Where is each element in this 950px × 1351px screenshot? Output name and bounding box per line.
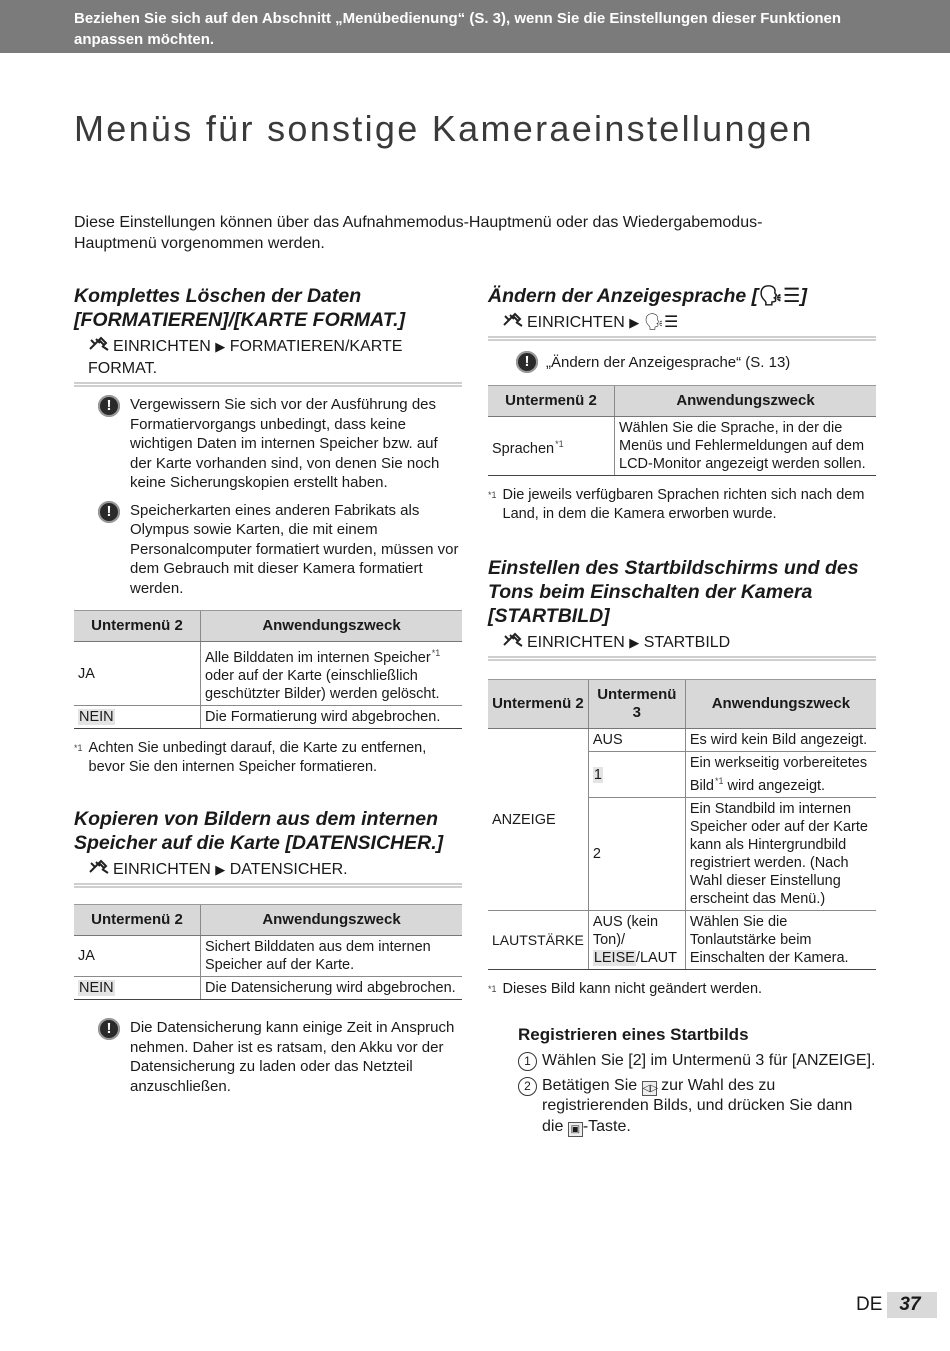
note-item [98, 395, 462, 493]
step-number: 1 [518, 1052, 537, 1071]
table-cell-key: Sprachen$^{*1}$ [488, 417, 615, 476]
table-cell-sub3: AUS (kein Ton)/ LEISE/LAUT [588, 911, 685, 970]
table-row [488, 729, 876, 752]
table-cell-key: ANZEIGE [488, 729, 588, 911]
page-number [856, 1292, 937, 1318]
table-row [488, 911, 876, 970]
table-row [74, 977, 462, 1000]
left-right-buttons-icon: ◁▷ [642, 1082, 659, 1094]
arrow-right-icon: ▶ [215, 862, 226, 877]
note-text: Vergewissern Sie sich vor der Ausführung des Formatiervorgangs unbedingt, dass keine wichtigen Daten im internen Speicher bzw. auf der Karte vorhanden sind, von denen Sie noch keine Sicherungskopien erstellt haben. [130, 396, 440, 491]
arrow-right-icon: ▶ [629, 635, 640, 650]
path-root: EINRICHTEN [113, 338, 211, 355]
reference-note: ! „Ändern der Anzeigesprache“ (S. 13) [516, 351, 876, 373]
footnote: *1 Achten Sie unbedingt darauf, die Karte zu entfernen, bevor Sie den internen Speicher formatieren. [74, 740, 427, 775]
table-cell-value: Sichert Bilddaten aus dem internen Speicher auf der Karte. [201, 936, 463, 977]
wrench-icon [502, 312, 524, 328]
page-language: DE [856, 1294, 883, 1315]
footnote: *1 Die jeweils verfügbaren Sprachen richten sich nach dem Land, in dem die Kamera erworben wurde. [488, 487, 865, 522]
menu-path-language: EINRICHTEN ▶ 🗣☰ [488, 308, 876, 341]
footnote: *1 Dieses Bild kann nicht geändert werden. [488, 981, 763, 997]
step-item: 2 Betätigen Sie ◁▷ zur Wahl des zu registrierenden Bilds, und drücken Sie dann die ▣ -Taste. [518, 1076, 876, 1138]
step-item: 1 Wählen Sie [2] im Untermenü 3 für [ANZEIGE]. [518, 1051, 876, 1072]
header-bar: Beziehen Sie sich auf den Abschnitt „Menübedienung“ (S. 3), wenn Sie die Einstellungen dieser Funktionen anpassen möchten. [0, 0, 950, 53]
table-cell-key: JA [74, 936, 201, 977]
menu-path-startup: EINRICHTEN ▶ STARTBILD [488, 628, 876, 661]
table-cell-sub3: AUS [588, 729, 685, 752]
table-row [488, 417, 876, 476]
right-column [488, 284, 876, 1137]
menu-path-format [74, 332, 462, 387]
table-header: Anwendungszweck [201, 611, 463, 642]
note-text: Die Datensicherung kann einige Zeit in Anspruch nehmen. Daher ist es ratsam, den Akku vor der Datensicherung zu laden oder das Netzteil anzuschließen. [130, 1019, 455, 1095]
note-item [98, 501, 462, 599]
warning-icon: ! [516, 351, 538, 373]
warning-icon: ! [98, 501, 120, 523]
table-header: Anwendungszweck [201, 905, 463, 936]
left-column [74, 284, 462, 1096]
wrench-icon [502, 632, 524, 648]
page-title: Menüs für sonstige Kameraeinstellungen [74, 108, 814, 149]
table-cell-value: Die Datensicherung wird abgebrochen. [201, 977, 463, 1000]
table-cell-sub3: 1 [588, 752, 685, 798]
step-number: 2 [518, 1077, 537, 1096]
wrench-icon [88, 336, 110, 352]
arrow-right-icon: ▶ [215, 339, 226, 354]
section-title-language: Ändern der Anzeigesprache [🗣☰] [488, 285, 807, 307]
speech-menu-icon: 🗣☰ [758, 285, 801, 307]
intro-text: Diese Einstellungen können über das Aufnahmemodus-Hauptmenü oder das Wiedergabemodus-Hauptmenü vorgenommen werden. [74, 214, 763, 252]
table-cell-sub3: 2 [588, 798, 685, 911]
table-cell-key: JA [74, 642, 201, 706]
note-item [98, 1018, 462, 1096]
table-cell-value: Wählen Sie die Tonlautstärke beim Einschalten der Kamera. [685, 911, 876, 970]
table-row [74, 936, 462, 977]
table-cell-value: Ein Standbild im internen Speicher oder auf der Karte kann als Hintergrundbild registriert werden. (Nach Wahl dieser Einstellung erscheint das Menü.) [685, 798, 876, 911]
table-cell-value: Alle Bilddaten im internen Speicher$^{*1}$ oder auf der Karte (einschließlich geschützter Bilder) werden gelöscht. [201, 642, 463, 706]
table-header: Untermenü 2 [488, 680, 588, 729]
backup-table [74, 904, 462, 1000]
menu-path-backup: EINRICHTEN ▶ DATENSICHER. [74, 855, 462, 888]
path-target: FORMATIEREN/KARTE FORMAT. [88, 338, 403, 377]
table-header: Untermenü 2 [74, 905, 201, 936]
table-cell-key: LAUTSTÄRKE [488, 911, 588, 970]
wrench-icon [88, 859, 110, 875]
table-header: Untermenü 3 [588, 680, 685, 729]
table-header: Untermenü 2 [74, 611, 201, 642]
section-title-backup: Kopieren von Bildern aus dem internen Speicher auf die Karte [DATENSICHER.] [74, 808, 444, 854]
table-header: Untermenü 2 [488, 386, 615, 417]
table-cell-value: Ein werkseitig vorbereitetes Bild$^{*1}$ wird angezeigt. [685, 752, 876, 798]
table-cell-value: Es wird kein Bild angezeigt. [685, 729, 876, 752]
table-cell-value: Die Formatierung wird abgebrochen. [201, 706, 463, 729]
table-cell-key: NEIN [74, 706, 201, 729]
arrow-right-icon: ▶ [629, 315, 640, 330]
table-row [74, 706, 462, 729]
table-cell-key: NEIN [74, 977, 201, 1000]
page-number-box: 37 [887, 1292, 936, 1318]
section-title-startup: Einstellen des Startbildschirms und des Tons beim Einschalten der Kamera [STARTBILD] [488, 557, 859, 627]
table-header: Anwendungszweck [685, 680, 876, 729]
warning-icon: ! [98, 1018, 120, 1040]
table-header: Anwendungszweck [615, 386, 877, 417]
note-text: Speicherkarten eines anderen Fabrikats als Olympus sowie Karten, die mit einem Personalcomputer formatiert wurden, müssen vor dem Gebrauch mit dieser Kamera formatiert werden. [130, 501, 459, 597]
table-cell-value: Wählen Sie die Sprache, in der die Menüs und Fehlermeldungen auf dem LCD-Monitor angezeigt werden sollen. [615, 417, 877, 476]
table-row [74, 642, 462, 706]
format-table [74, 610, 462, 729]
language-table [488, 385, 876, 476]
register-title: Registrieren eines Startbilds [518, 1025, 749, 1044]
ok-button-icon: ▣ [568, 1122, 583, 1137]
speech-menu-icon: 🗣☰ [643, 314, 679, 331]
warning-icon: ! [98, 395, 120, 417]
startup-table [488, 679, 876, 970]
section-title-format: Komplettes Löschen der Daten [FORMATIEREN]/[KARTE FORMAT.] [74, 285, 406, 331]
